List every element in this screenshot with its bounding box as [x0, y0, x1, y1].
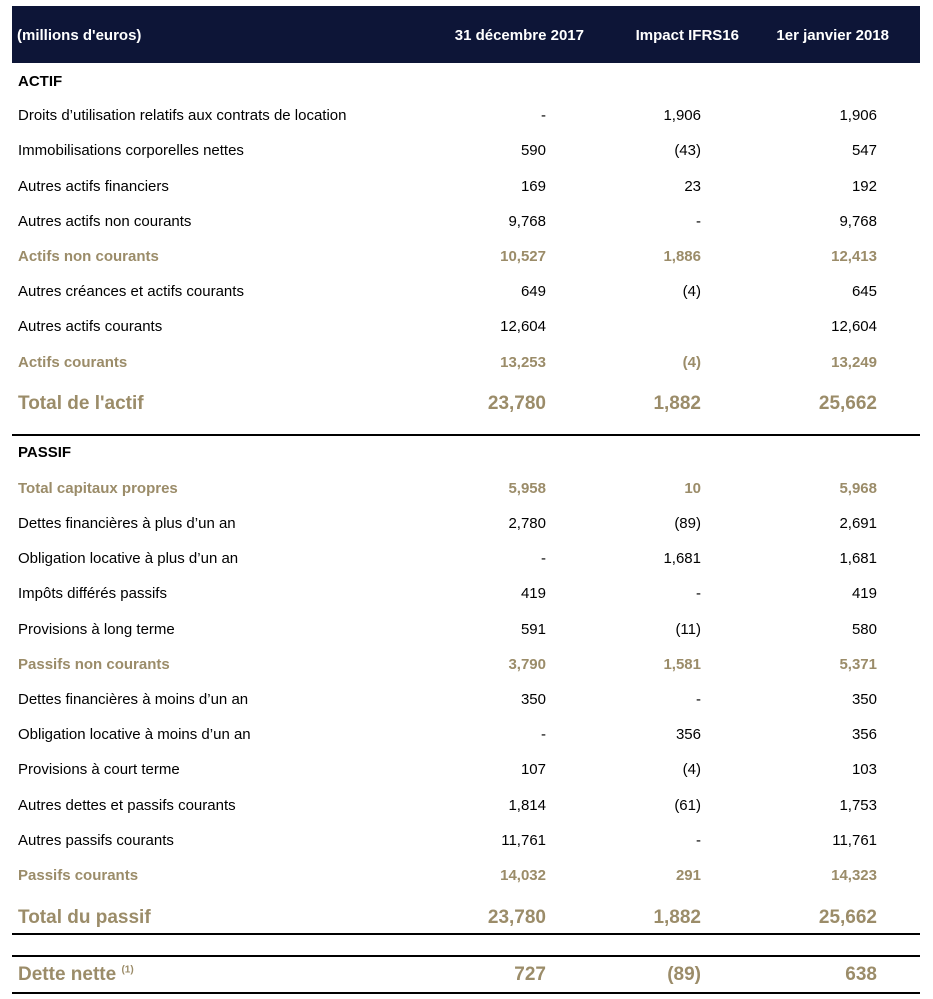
cell-dec-2017: 727 [514, 964, 546, 985]
cell-dec-2017: 1,814 [508, 797, 546, 814]
header-label: (millions d'euros) [17, 27, 142, 44]
row-label: Dettes financières à plus d’un an [18, 515, 236, 532]
cell-jan-2018: 350 [851, 691, 877, 708]
table-row [12, 583, 920, 605]
cell-jan-2018: 25,662 [818, 393, 877, 414]
cell-impact: 10 [684, 480, 701, 497]
cell-jan-2018: 5,968 [839, 480, 877, 497]
cell-impact: - [696, 691, 701, 708]
cell-dec-2017: 2,780 [508, 515, 546, 532]
header-col-impact-ifrs16: Impact IFRS16 [635, 27, 739, 44]
cell-impact: 1,906 [663, 107, 701, 124]
cell-impact: 291 [675, 867, 701, 884]
cell-dec-2017: 419 [520, 585, 546, 602]
total-row-dette-nette [12, 962, 920, 988]
total-row-passif [12, 905, 920, 931]
table-row [12, 759, 920, 781]
cell-impact: - [696, 585, 701, 602]
section-title-actif [12, 71, 920, 93]
cell-impact: (43) [674, 142, 701, 159]
cell-jan-2018: 547 [851, 142, 877, 159]
cell-impact: (89) [674, 515, 701, 532]
subtotal-row [12, 654, 920, 676]
cell-jan-2018: 12,604 [831, 318, 877, 335]
section-label: PASSIF [18, 444, 72, 461]
total-row-actif [12, 391, 920, 417]
row-label: Total de l'actif [18, 393, 144, 414]
table-row [12, 724, 920, 746]
divider [12, 955, 920, 957]
section-title-passif [12, 442, 920, 464]
cell-impact: 1,882 [653, 393, 701, 414]
cell-impact: (4) [682, 354, 701, 371]
cell-jan-2018: 13,249 [831, 354, 877, 371]
cell-dec-2017: - [541, 550, 546, 567]
cell-impact: (4) [682, 761, 701, 778]
cell-impact: (89) [667, 964, 701, 985]
cell-jan-2018: 5,371 [839, 656, 877, 673]
cell-impact: - [696, 832, 701, 849]
cell-dec-2017: 12,604 [500, 318, 546, 335]
header-col-dec-2017: 31 décembre 2017 [454, 27, 584, 44]
row-label: Impôts différés passifs [18, 585, 167, 602]
cell-jan-2018: 25,662 [818, 907, 877, 928]
cell-jan-2018: 14,323 [831, 867, 877, 884]
subtotal-row [12, 352, 920, 374]
row-label: Provisions à court terme [18, 761, 180, 778]
cell-dec-2017: 590 [520, 142, 546, 159]
cell-impact: (11) [675, 621, 701, 638]
section-label: ACTIF [18, 73, 63, 90]
row-label: Autres actifs courants [18, 318, 163, 335]
cell-jan-2018: 1,753 [839, 797, 877, 814]
subtotal-row [12, 865, 920, 887]
cell-dec-2017: 14,032 [500, 867, 546, 884]
cell-impact: 23 [684, 178, 701, 195]
table-row [12, 619, 920, 641]
subtotal-row [12, 478, 920, 500]
table-row [12, 211, 920, 233]
table-row [12, 281, 920, 303]
cell-impact: - [696, 213, 701, 230]
row-label: Actifs courants [18, 354, 128, 371]
cell-dec-2017: 10,527 [500, 248, 546, 265]
cell-jan-2018: 580 [851, 621, 877, 638]
cell-dec-2017: 5,958 [508, 480, 546, 497]
divider [12, 434, 920, 436]
row-label [18, 962, 134, 988]
cell-jan-2018: 1,681 [839, 550, 877, 567]
cell-dec-2017: - [541, 726, 546, 743]
cell-dec-2017: 9,768 [508, 213, 546, 230]
header-col-jan-2018: 1er janvier 2018 [776, 27, 889, 44]
cell-dec-2017: 3,790 [508, 656, 546, 673]
cell-jan-2018: 2,691 [839, 515, 877, 532]
table-row [12, 176, 920, 198]
table-row [12, 795, 920, 817]
divider [12, 992, 920, 994]
row-label: Total capitaux propres [18, 480, 178, 497]
cell-jan-2018: 356 [851, 726, 877, 743]
cell-dec-2017: 23,780 [487, 393, 546, 414]
cell-jan-2018: 12,413 [831, 248, 877, 265]
row-label: Immobilisations corporelles nettes [18, 142, 244, 159]
table-row [12, 105, 920, 127]
cell-impact: 356 [675, 726, 701, 743]
cell-dec-2017: 169 [520, 178, 546, 195]
row-label: Obligation locative à plus d’un an [18, 550, 239, 567]
cell-impact: (4) [682, 283, 701, 300]
footnote-marker: (1) [121, 964, 134, 976]
cell-impact: 1,886 [663, 248, 701, 265]
row-label: Autres passifs courants [18, 832, 174, 849]
table-row [12, 830, 920, 852]
subtotal-row [12, 246, 920, 268]
row-label: Autres actifs non courants [18, 213, 192, 230]
cell-dec-2017: 107 [520, 761, 546, 778]
table-row [12, 689, 920, 711]
cell-jan-2018: 9,768 [839, 213, 877, 230]
row-label: Autres créances et actifs courants [18, 283, 244, 300]
table-header [12, 6, 920, 63]
row-label: Dettes financières à moins d’un an [18, 691, 249, 708]
cell-dec-2017: - [541, 107, 546, 124]
cell-dec-2017: 649 [520, 283, 546, 300]
cell-impact: (61) [674, 797, 701, 814]
cell-jan-2018: 1,906 [839, 107, 877, 124]
row-label: Obligation locative à moins d’un an [18, 726, 251, 743]
cell-impact: 1,681 [663, 550, 701, 567]
cell-dec-2017: 350 [520, 691, 546, 708]
dette-nette-label: Dette nette [18, 964, 117, 985]
divider [12, 933, 920, 935]
cell-jan-2018: 419 [851, 585, 877, 602]
cell-dec-2017: 11,761 [501, 832, 546, 849]
cell-jan-2018: 103 [851, 761, 877, 778]
row-label: Autres actifs financiers [18, 178, 169, 195]
cell-jan-2018: 11,761 [832, 832, 877, 849]
row-label: Droits d’utilisation relatifs aux contrats de location [18, 107, 347, 124]
cell-dec-2017: 23,780 [487, 907, 546, 928]
cell-jan-2018: 645 [851, 283, 877, 300]
row-label: Total du passif [18, 907, 151, 928]
cell-dec-2017: 591 [520, 621, 546, 638]
row-label: Provisions à long terme [18, 621, 175, 638]
cell-jan-2018: 192 [851, 178, 877, 195]
row-label: Autres dettes et passifs courants [18, 797, 236, 814]
cell-dec-2017: 13,253 [500, 354, 546, 371]
row-label: Actifs non courants [18, 248, 159, 265]
cell-impact: 1,581 [663, 656, 701, 673]
table-row [12, 316, 920, 338]
table-row [12, 140, 920, 162]
cell-jan-2018: 638 [845, 964, 877, 985]
table-row [12, 513, 920, 535]
row-label: Passifs courants [18, 867, 139, 884]
cell-impact: 1,882 [653, 907, 701, 928]
row-label: Passifs non courants [18, 656, 170, 673]
table-row [12, 548, 920, 570]
